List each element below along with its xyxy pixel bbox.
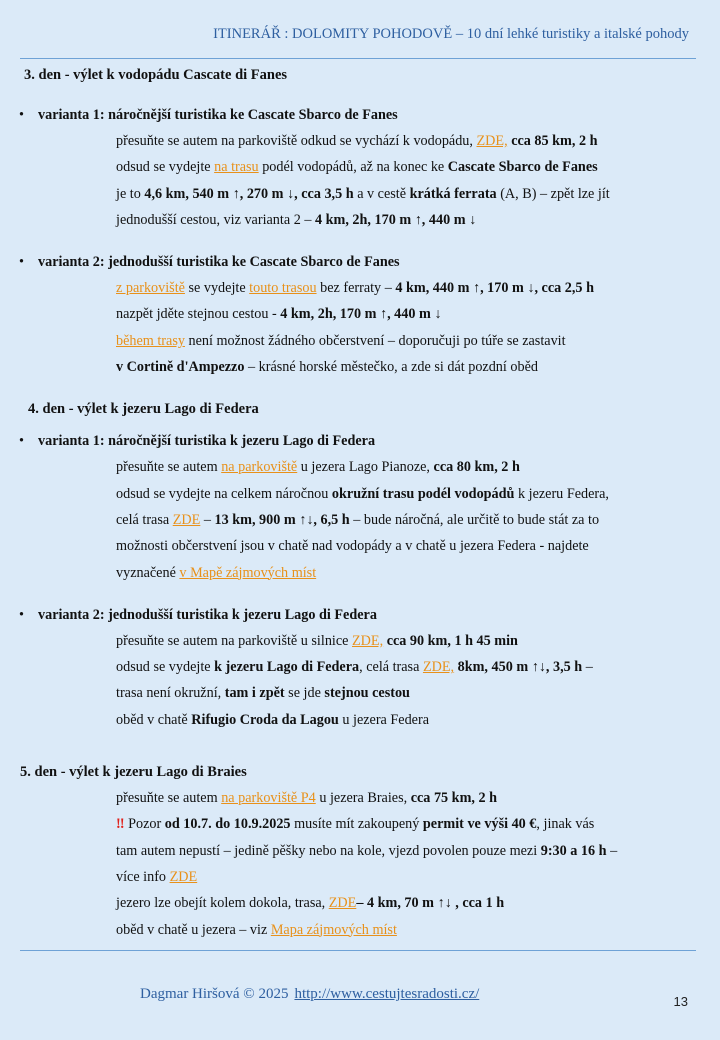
day3-v2-line2: nazpět jděte stejnou cestou - 4 km, 2h, 170 m ↑, 440 m ↓ (116, 306, 442, 323)
day4-v1-line3: celá trasa ZDE – 13 km, 900 m ↑↓, 6,5 h – bude náročná, ale určitě to bude stát za to (116, 511, 600, 528)
route-link[interactable]: touto trasou (249, 280, 317, 297)
day4-v2-line1: přesuňte se autem na parkoviště u silnice ZDE, cca 90 km, 1 h 45 min (116, 632, 518, 649)
website-link[interactable]: http://www.cestujtesradosti.cz/ (294, 986, 480, 1002)
route-link[interactable]: ZDE, (422, 659, 455, 676)
map-link[interactable]: v Mapě zájmových míst (179, 564, 317, 581)
day5-line4: více info ZDE (116, 868, 198, 885)
day4-v2-line4: oběd v chatě Rifugio Croda da Lagou u jezera Federa (116, 711, 430, 728)
day3-v2-line1: z parkoviště se vydejte touto trasou bez ferraty – 4 km, 440 m ↑, 170 m ↓, cca 2,5 h (116, 280, 594, 297)
map-link[interactable]: Mapa zájmových míst (270, 921, 397, 938)
header-divider (20, 58, 696, 59)
day4-v2-line2: odsud se vydejte k jezeru Lago di Federa, celá trasa ZDE, 8km, 450 m ↑↓, 3,5 h – (116, 659, 593, 676)
warning-icon: ‼ (116, 816, 125, 833)
parking-link[interactable]: na parkoviště (221, 459, 298, 476)
variant-title-text: varianta 2: jednodušší turistika k jezeru Lago di Federa (38, 606, 377, 623)
day3-v1-line2: odsud se vydejte na trasu podél vodopádů, až na konec ke Cascate Sbarco de Fanes (116, 159, 598, 176)
footer (140, 986, 479, 1003)
day5-heading: 5. den - výlet k jezeru Lago di Braies (20, 764, 247, 781)
day4-v1-line4: možnosti občerstvení jsou v chatě nad vodopády a v chatě u jezera Federa - najdete (116, 538, 589, 555)
footer-author: Dagmar Hiršová © 2025 (140, 986, 289, 1002)
day4-variant2-title (0, 602, 720, 628)
info-link[interactable]: ZDE (169, 868, 198, 885)
day5-line2: ‼ Pozor od 10.7. do 10.9.2025 musíte mít zakoupený permit ve výši 40 €, jinak vás (116, 816, 595, 833)
day3-v1-line3: je to 4,6 km, 540 m ↑, 270 m ↓, cca 3,5 h a v cestě krátká ferrata (A, B) – zpět lze jít (116, 185, 610, 202)
day4-v1-line5: vyznačené v Mapě zájmových míst (116, 564, 317, 581)
day5-line1: přesuňte se autem na parkoviště P4 u jezera Braies, cca 75 km, 2 h (116, 790, 498, 807)
route-link[interactable]: ZDE (172, 511, 201, 528)
route-link[interactable]: během trasy (116, 332, 185, 349)
parking-link[interactable]: ZDE, (352, 632, 384, 649)
day4-v2-line3: trasa není okružní, tam i zpět se jde stejnou cestou (116, 685, 410, 702)
day4-variant1-title (0, 428, 720, 454)
variant-title-text: varianta 1: náročnější turistika k jezeru Lago di Federa (38, 433, 376, 450)
bullet-icon: • (19, 107, 24, 123)
parking-link[interactable]: ZDE, (476, 133, 508, 149)
page-header-title: ITINERÁŘ : DOLOMITY POHODOVĚ – 10 dní lehké turistiky a italské pohody (213, 26, 689, 42)
itinerary-content (0, 62, 720, 943)
bullet-icon: • (19, 254, 24, 271)
day3-v2-line3: během trasy není možnost žádného občerstvení – doporučuji po túře se zastavit (116, 332, 566, 349)
day5-line6: oběd v chatě u jezera – viz Mapa zájmových míst (116, 921, 397, 938)
day3-variant1-title (0, 102, 720, 128)
day5-line3: tam autem nepustí – jedině pěšky nebo na kole, vjezd povolen pouze mezi 9:30 a 16 h – (116, 842, 618, 859)
route-link[interactable]: ZDE (328, 895, 357, 912)
day4-heading: 4. den - výlet k jezeru Lago di Federa (28, 401, 259, 418)
page-number: 13 (673, 994, 688, 1009)
day3-v1-line4: jednodušší cestou, viz varianta 2 – 4 km, 2h, 170 m ↑, 440 m ↓ (116, 211, 477, 228)
day3-variant2-title (0, 249, 720, 275)
footer-divider (20, 950, 696, 951)
variant-title-text: varianta 1: náročnější turistika ke Cascate Sbarco de Fanes (38, 107, 398, 123)
parking-link[interactable]: na parkoviště P4 (221, 790, 316, 807)
bullet-icon: • (19, 433, 24, 450)
bullet-icon: • (19, 606, 24, 623)
variant-title-text: varianta 2: jednodušší turistika ke Cascate Sbarco de Fanes (38, 254, 400, 271)
day4-v1-line2: odsud se vydejte na celkem náročnou okružní trasu podél vodopádů k jezeru Federa, (116, 485, 609, 502)
parking-link[interactable]: z parkoviště (116, 280, 185, 297)
day3-heading: 3. den - výlet k vodopádu Cascate di Fanes (24, 67, 288, 83)
day5-line5: jezero lze obejít kolem dokola, trasa, ZDE– 4 km, 70 m ↑↓ , cca 1 h (116, 895, 505, 912)
day4-v1-line1: přesuňte se autem na parkoviště u jezera Lago Pianoze, cca 80 km, 2 h (116, 459, 520, 476)
route-link[interactable]: na trasu (214, 159, 259, 176)
day3-v2-line4: v Cortině d'Ampezzo – krásné horské městečko, a zde si dát pozdní oběd (116, 359, 538, 376)
day3-v1-line1: přesuňte se autem na parkoviště odkud se vychází k vodopádu, ZDE, cca 85 km, 2 h (116, 133, 598, 149)
